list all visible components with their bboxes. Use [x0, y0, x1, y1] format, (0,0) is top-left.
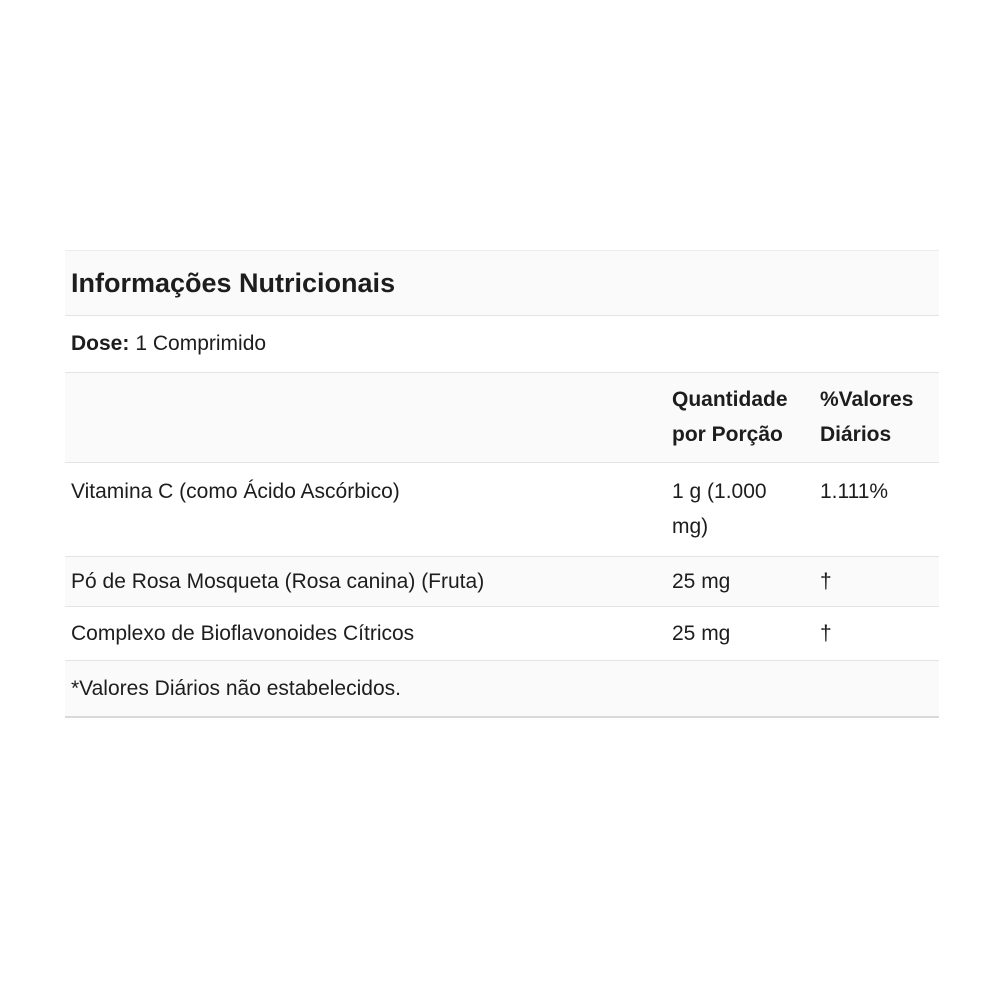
nutrient-daily-value: † [820, 622, 832, 645]
nutrient-row [65, 463, 939, 557]
footnote-row [65, 661, 939, 718]
serving-size-row [65, 316, 939, 373]
footnote-text: *Valores Diários não estabelecidos. [71, 677, 401, 700]
nutrition-title: Informações Nutricionais [71, 268, 396, 298]
nutrient-amount: 25 mg [672, 622, 731, 645]
nutrient-name: Vitamina C (como Ácido Ascórbico) [71, 480, 400, 503]
nutrient-row [65, 607, 939, 661]
nutrition-facts-table [65, 250, 939, 718]
nutrient-row [65, 557, 939, 607]
daily-values-column-header: %Valores Diários [820, 388, 914, 446]
nutrient-daily-value: † [820, 570, 832, 593]
nutrient-amount: 25 mg [672, 570, 731, 593]
nutrient-amount: 1 g (1.000 mg) [672, 480, 767, 538]
amount-column-header: Quantidade por Porção [672, 388, 788, 446]
nutrient-name: Complexo de Bioflavonoides Cítricos [71, 622, 415, 645]
nutrient-daily-value: 1.111% [820, 480, 889, 503]
nutrient-name: Pó de Rosa Mosqueta (Rosa canina) (Fruta) [71, 570, 485, 593]
nutrition-title-row [65, 251, 939, 316]
column-header-row [65, 373, 939, 463]
serving-size-label: Dose: [71, 332, 130, 355]
serving-size-value: 1 Comprimido [135, 332, 267, 355]
